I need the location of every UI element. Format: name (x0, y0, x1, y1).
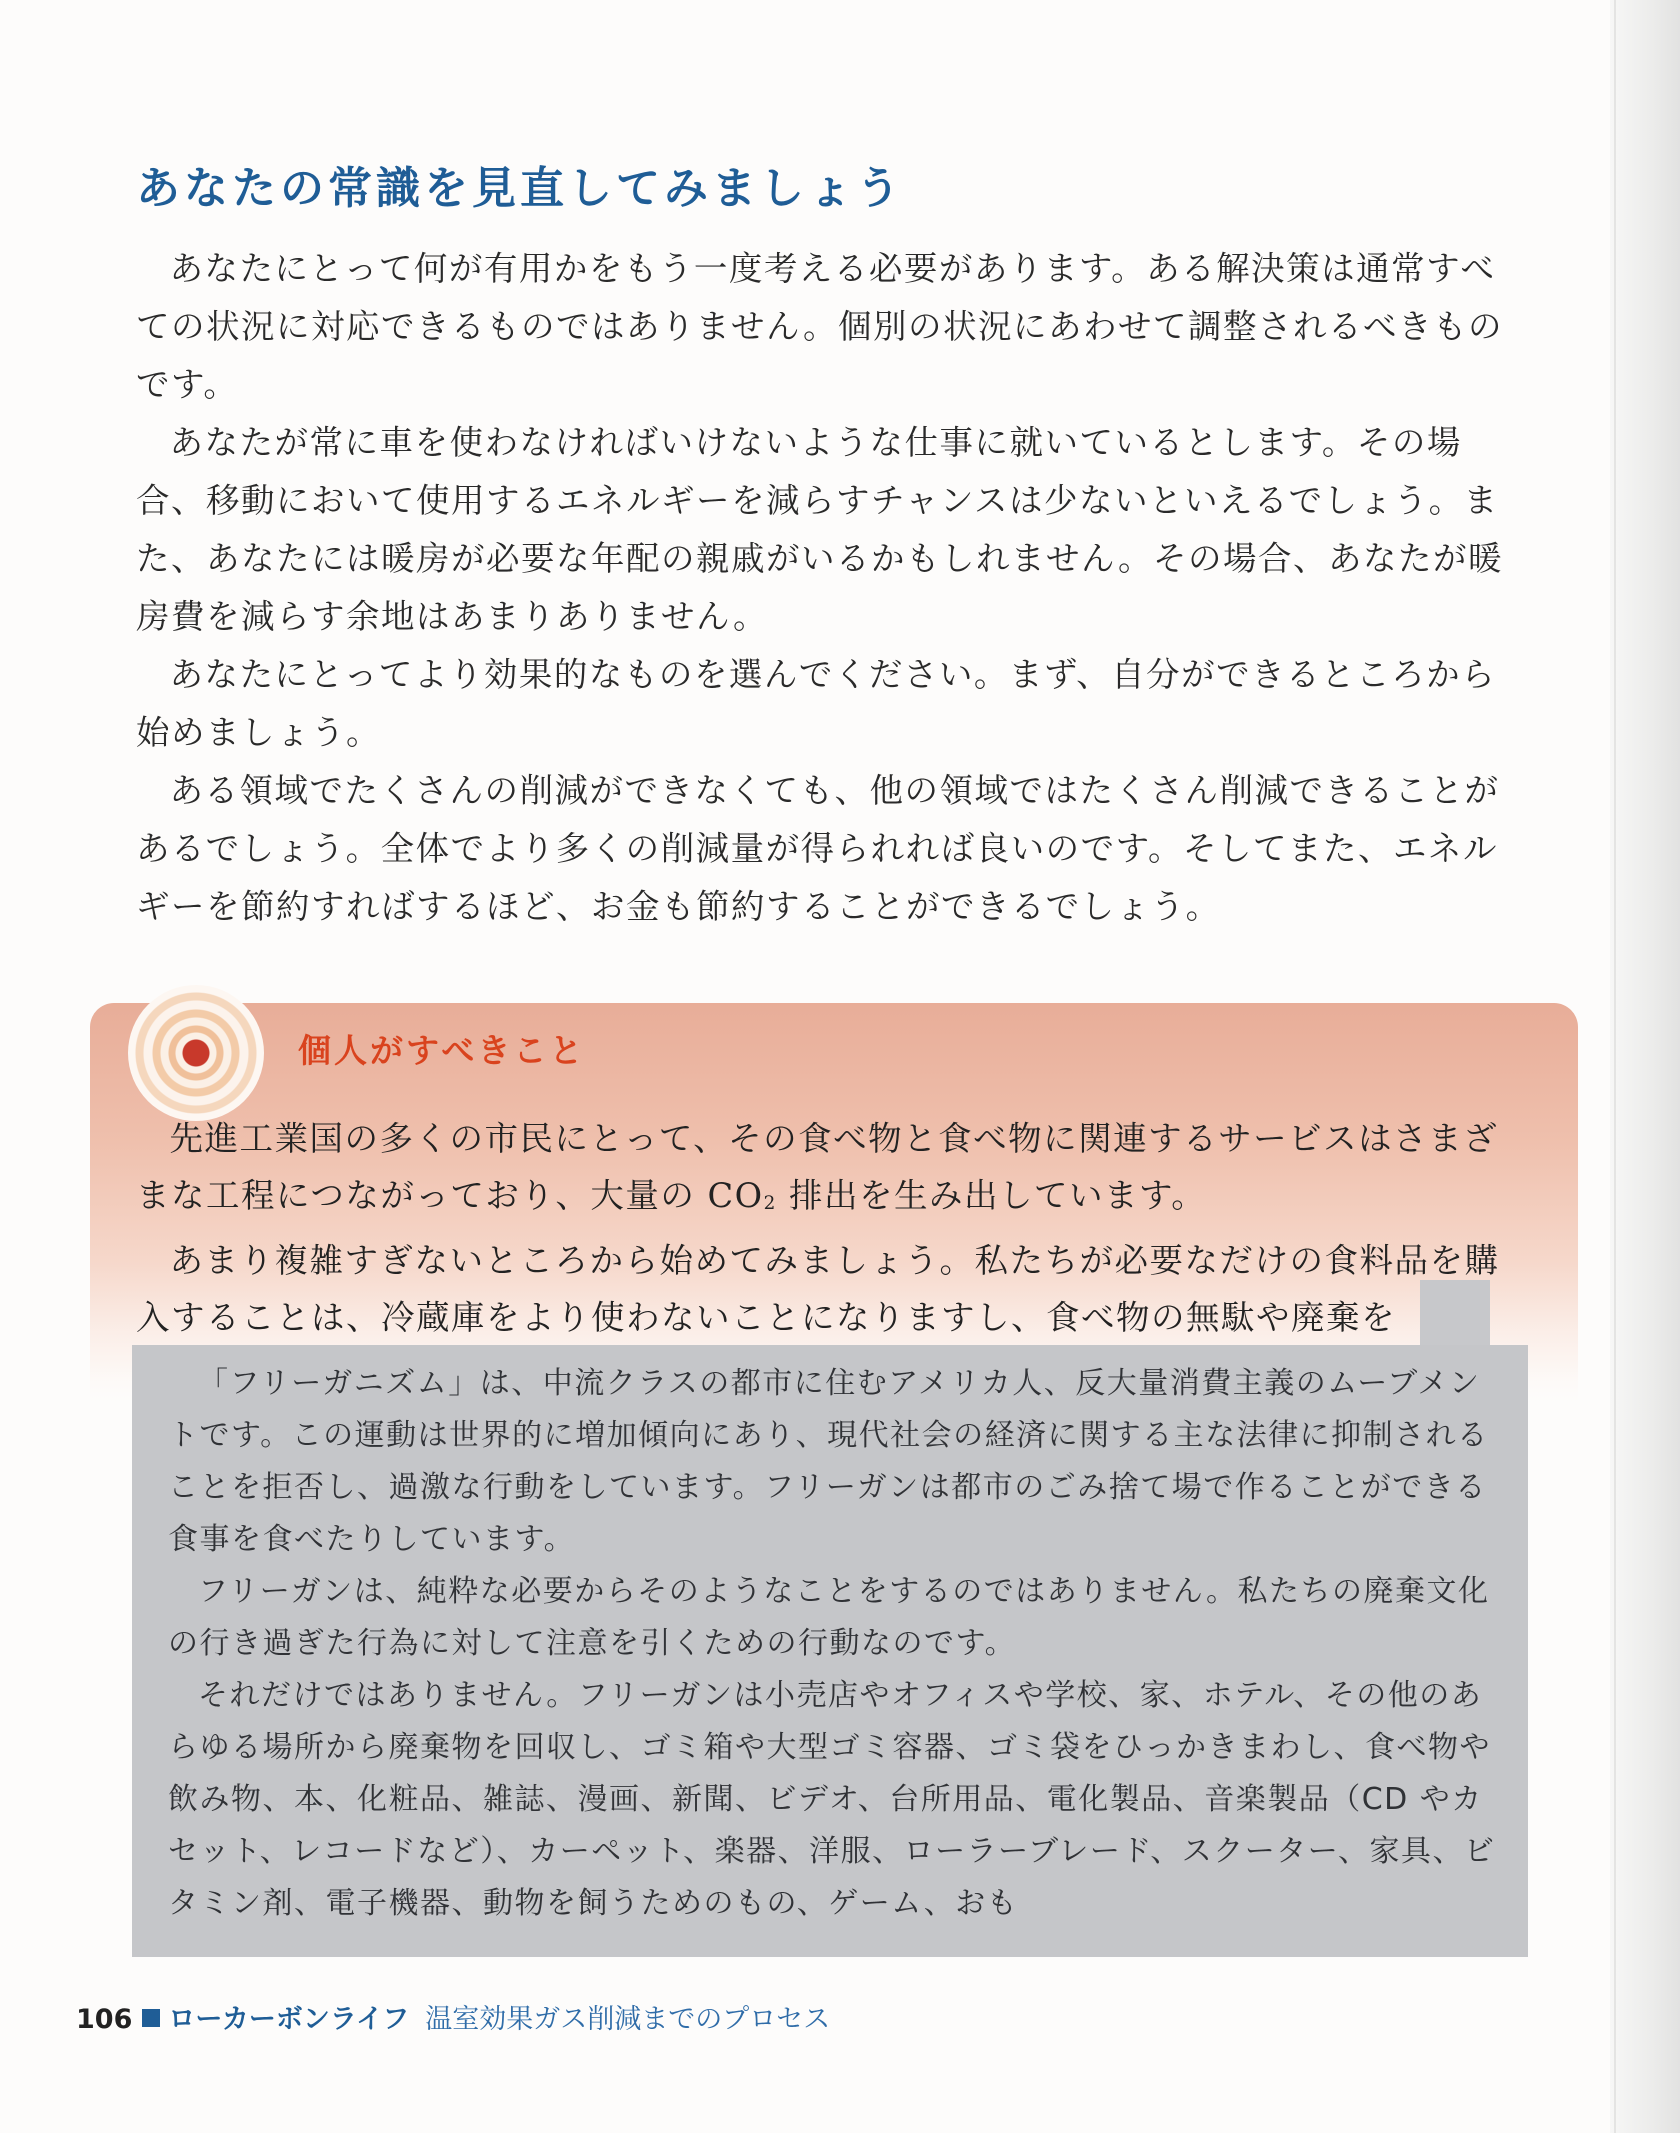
box-p1-text: 先進工業国の多くの市民にとって、その食べ物と食べ物に関連するサービスはさまざまな工程につながっており、大量の CO (136, 1119, 1499, 1215)
spine-line (1614, 0, 1616, 2133)
page-number: 106 (76, 2004, 133, 2035)
box-p1-text-end: 排出を生み出しています。 (776, 1176, 1207, 1215)
box-paragraph (136, 1110, 1528, 1232)
grey-panel-notch (1420, 1280, 1490, 1350)
book-spine-shadow (1610, 0, 1680, 2133)
page-footer (76, 1997, 830, 2036)
intro-paragraph: あなたが常に車を使わなければいけないような仕事に就いているとします。その場合、移動において使用するエネルギーを減らすチャンスは少ないといえるでしょう。また、あなたには暖房が必要な年配の親戚がいるかもしれません。その場合、あなたが暖房費を減らす余地はあまりありません。 (136, 423, 1504, 636)
box-title: 個人がすべきこと (298, 1031, 586, 1070)
square-bullet-icon (142, 2009, 160, 2027)
intro-paragraph: あなたにとって何が有用かをもう一度考える必要があります。ある解決策は通常すべての状況に対応できるものではありません。個別の状況にあわせて調整されるべきものです。 (136, 249, 1504, 404)
target-icon (128, 985, 264, 1121)
footer-book-title: ローカーボンライフ (168, 2004, 410, 2035)
freeganism-paragraph: 「フリーガニズム」は、中流クラスの都市に住むアメリカ人、反大量消費主義のムーブメントです。この運動は世界的に増加傾向にあり、現代社会の経済に関する主な法律に抑制されることを拒否し、過激な行動をしています。フリーガンは都市のごみ捨て場で作ることができる食事を食べたりしています。 (168, 1366, 1489, 1557)
page-title: あなたの常識を見直してみましょう (136, 163, 904, 214)
intro-text (136, 240, 1528, 936)
freeganism-text (168, 1358, 1500, 1930)
freeganism-paragraph: フリーガンは、純粋な必要からそのようなことをするのではありません。私たちの廃棄文化の行き過ぎた行為に対して注意を引くための行動なのです。 (168, 1574, 1490, 1661)
box-text (136, 1110, 1528, 1346)
footer-subtitle: 温室効果ガス削減までのプロセス (425, 2004, 831, 2035)
co2-subscript: 2 (763, 1192, 777, 1214)
intro-paragraph: あなたにとってより効果的なものを選んでください。まず、自分ができるところから始めましょう。 (136, 655, 1497, 752)
freeganism-paragraph: それだけではありません。フリーガンは小売店やオフィスや学校、家、ホテル、その他のあらゆる場所から廃棄物を回収し、ゴミ箱や大型ゴミ容器、ゴミ袋をひっかきまわし、食べ物や飲み物、本、化粧品、雑誌、漫画、新聞、ビデオ、台所用品、電化製品、音楽製品（CD やカセット、レコードなど）、カーペット、楽器、洋服、ローラーブレード、スクーター、家具、ビタミン剤、電子機器、動物を飼うためのもの、ゲーム、おも (168, 1678, 1496, 1921)
box-paragraph: あまり複雑すぎないところから始めてみましょう。私たちが必要なだけの食料品を購入することは、冷蔵庫をより使わないことになりますし、食べ物の無駄や廃棄を (136, 1240, 1500, 1337)
intro-paragraph: ある領域でたくさんの削減ができなくても、他の領域ではたくさん削減できることがあるでしょう。全体でより多くの削減量が得られれば良いのです。そしてまた、エネルギーを節約すればするほど、お金も節約することができるでしょう。 (136, 771, 1500, 926)
